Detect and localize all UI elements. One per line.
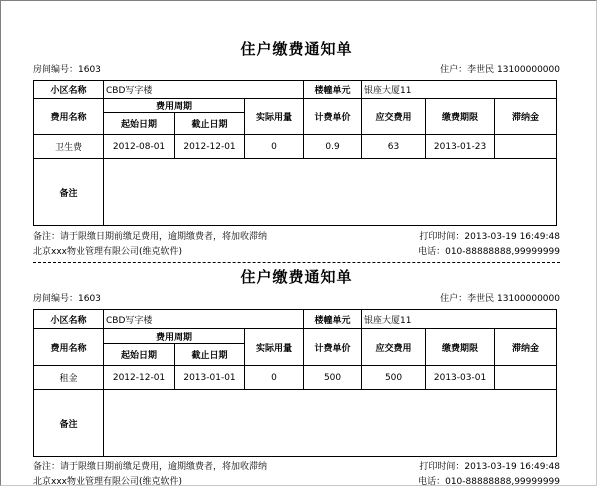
usage-header: 实际用量 <box>245 99 304 135</box>
end-date-header: 截止日期 <box>175 344 245 366</box>
notice-note: 备注：请于限缴日期前缴足费用，逾期缴费者，将加收滞纳 <box>33 462 268 472</box>
fee-table <box>33 80 557 226</box>
notice-footer-1 <box>33 459 560 471</box>
end-date-cell: 2013-01-01 <box>175 366 245 390</box>
deadline-cell: 2013-03-01 <box>426 366 495 390</box>
fee-name-header: 费用名称 <box>34 99 104 135</box>
amount-header: 应交费用 <box>362 99 426 135</box>
usage-cell: 0 <box>245 366 304 390</box>
community-header: 小区名称 <box>34 81 104 99</box>
end-date-header: 截止日期 <box>175 113 245 135</box>
unit-price-cell: 0.9 <box>304 135 362 159</box>
period-header: 费用周期 <box>104 329 245 344</box>
fee-name-cell: 卫生费 <box>34 135 104 159</box>
building-header: 楼幢单元 <box>304 81 362 99</box>
company-name: 北京xxx物业管理有限公司(维克软件) <box>33 477 183 486</box>
company-name: 北京xxx物业管理有限公司(维克软件) <box>33 247 183 257</box>
room-number: 房间编号：1603 <box>33 65 101 75</box>
fee-table <box>33 309 557 457</box>
late-fee-cell <box>495 135 557 159</box>
deadline-header: 缴费期限 <box>426 329 495 366</box>
unit-price-header: 计费单价 <box>304 99 362 135</box>
resident-info: 住户：李世民 13100000000 <box>440 294 560 304</box>
start-date-cell: 2012-12-01 <box>104 366 175 390</box>
unit-price-header: 计费单价 <box>304 329 362 366</box>
usage-header: 实际用量 <box>245 329 304 366</box>
late-fee-cell <box>495 366 557 390</box>
unit-price-cell: 500 <box>304 366 362 390</box>
amount-header: 应交费用 <box>362 329 426 366</box>
print-time: 打印时间：2013-03-19 16:49:48 <box>419 462 560 472</box>
notice-title: 住户缴费通知单 <box>240 268 353 286</box>
table-row <box>34 135 557 159</box>
notice-meta <box>33 62 560 74</box>
community-value: CBD写字楼 <box>104 310 304 329</box>
community-header: 小区名称 <box>34 310 104 329</box>
fee-name-header: 费用名称 <box>34 329 104 366</box>
table-row <box>34 366 557 390</box>
room-number: 房间编号：1603 <box>33 294 101 304</box>
notice-footer-2 <box>33 474 560 486</box>
period-header: 费用周期 <box>104 99 245 113</box>
remark-cell <box>104 390 557 457</box>
start-date-cell: 2012-08-01 <box>104 135 175 159</box>
notice-footer-2 <box>33 244 560 256</box>
late-fee-header: 滞纳金 <box>495 99 557 135</box>
print-time: 打印时间：2013-03-19 16:49:48 <box>419 232 560 242</box>
building-header: 楼幢单元 <box>304 310 362 329</box>
remark-header: 备注 <box>34 390 104 457</box>
notice-meta <box>33 291 560 303</box>
remark-cell <box>104 159 557 226</box>
amount-cell: 500 <box>362 366 426 390</box>
community-value: CBD写字楼 <box>104 81 304 99</box>
notice-footer-1 <box>33 229 560 241</box>
notice-title: 住户缴费通知单 <box>240 40 353 58</box>
usage-cell: 0 <box>245 135 304 159</box>
phone-number: 电话：010-88888888,99999999 <box>418 247 560 257</box>
notice-note: 备注：请于限缴日期前缴足费用，逾期缴费者，将加收滞纳 <box>33 232 268 242</box>
remark-header: 备注 <box>34 159 104 226</box>
start-date-header: 起始日期 <box>104 113 175 135</box>
phone-number: 电话：010-88888888,99999999 <box>418 477 560 486</box>
building-value: 银座大厦11 <box>362 310 557 329</box>
building-value: 银座大厦11 <box>362 81 557 99</box>
cut-line <box>33 262 560 263</box>
fee-name-cell: 租金 <box>34 366 104 390</box>
start-date-header: 起始日期 <box>104 344 175 366</box>
end-date-cell: 2012-12-01 <box>175 135 245 159</box>
late-fee-header: 滞纳金 <box>495 329 557 366</box>
deadline-cell: 2013-01-23 <box>426 135 495 159</box>
deadline-header: 缴费期限 <box>426 99 495 135</box>
amount-cell: 63 <box>362 135 426 159</box>
resident-info: 住户：李世民 13100000000 <box>440 65 560 75</box>
